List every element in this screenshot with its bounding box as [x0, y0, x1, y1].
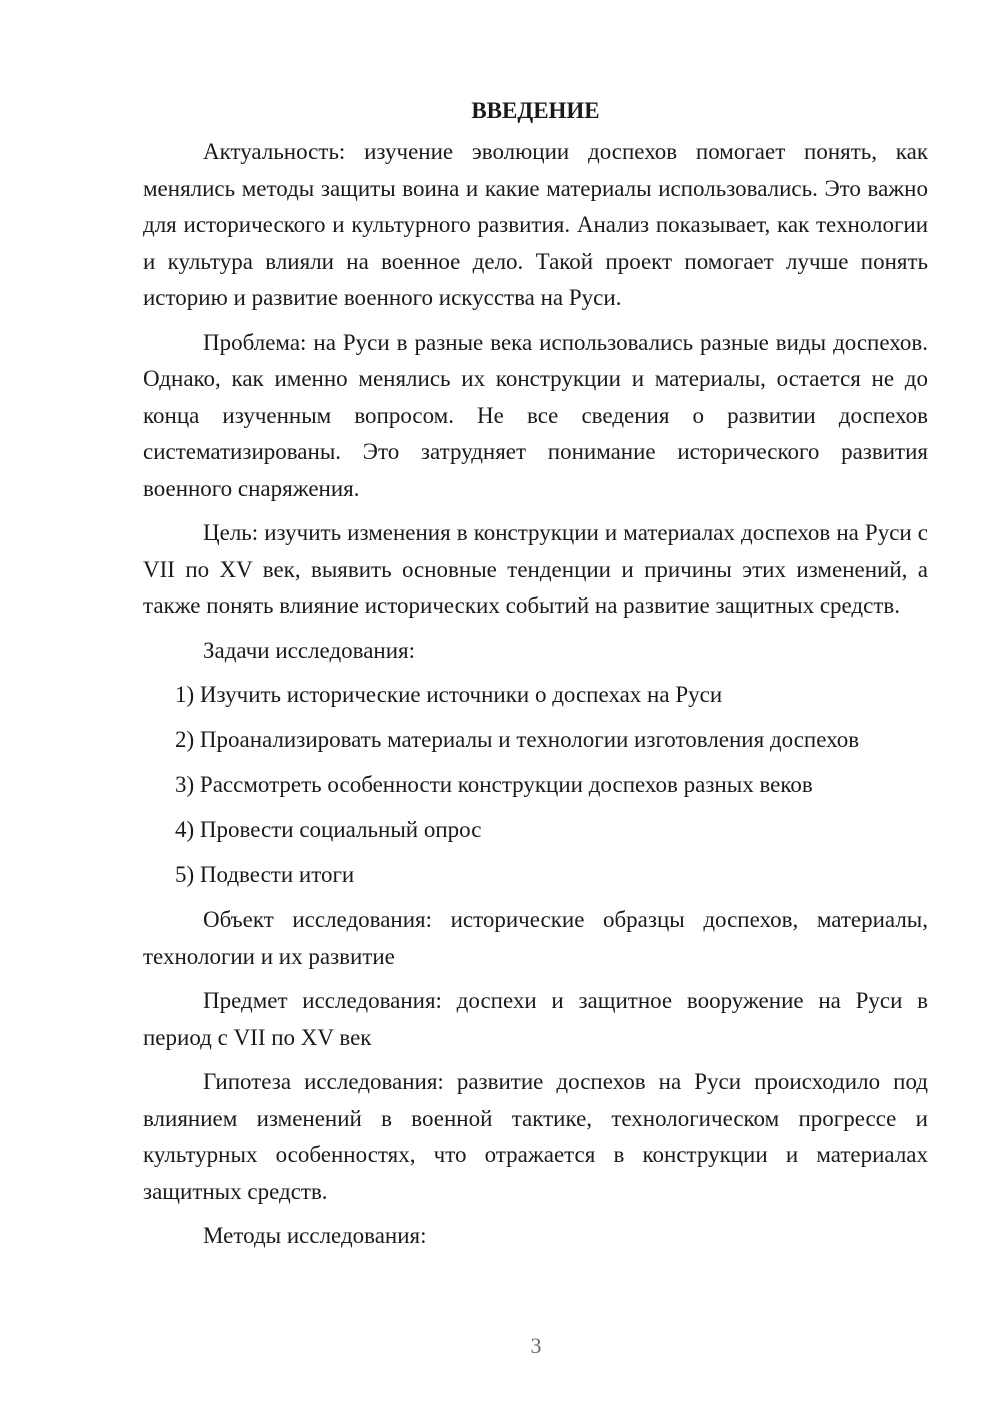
section-title: ВВЕДЕНИЕ — [471, 98, 600, 123]
list-item: 2) Проанализировать материалы и технологии изготовления доспехов — [175, 727, 860, 752]
methods-heading: Методы исследования: — [203, 1223, 427, 1248]
paragraph-subject: Предмет исследования: доспехи и защитное вооружение на Руси в период с VII по XV век — [143, 988, 928, 1050]
page-number: 3 — [530, 1333, 542, 1358]
paragraph-object: Объект исследования: исторические образцы доспехов, материалы, технологии и их развитие — [143, 907, 928, 969]
paragraph-hypothesis: Гипотеза исследования: развитие доспехов на Руси происходило под влиянием изменений в военной тактике, технологическом прогрессе и культурных особенностях, что отражается в конструкции и материалах защитных средств. — [143, 1069, 928, 1204]
paragraph-problem: Проблема: на Руси в разные века использовались разные виды доспехов. Однако, как именно менялись их конструкции и материалы, остается не до конца изученным вопросом. Не все сведения о развитии доспехов систематизированы. Это затрудняет понимание исторического развития военного снаряжения. — [143, 329, 928, 501]
tasks-list — [143, 677, 928, 894]
tasks-heading: Задачи исследования: — [203, 637, 416, 663]
list-item: 5) Подвести итоги — [175, 862, 355, 887]
list-item: 3) Рассмотреть особенности конструкции доспехов разных веков — [175, 772, 813, 797]
list-item: 4) Провести социальный опрос — [175, 817, 482, 842]
document-page — [143, 96, 928, 1263]
paragraph-goal: Цель: изучить изменения в конструкции и материалах доспехов на Руси с VII по XV век, выявить основные тенденции и причины этих изменений, а также понять влияние исторических событий на развитие защитных средств. — [143, 520, 928, 618]
list-item: 1) Изучить исторические источники о доспехах на Руси — [175, 682, 723, 707]
paragraph-relevance: Актуальность: изучение эволюции доспехов помогает понять, как менялись методы защиты воина и какие материалы использовались. Это важно для исторического и культурного развития. Анализ показывает, как технологии и культура влияли на военное дело. Такой проект помогает лучше понять историю и развитие военного искусства на Руси. — [143, 139, 928, 310]
